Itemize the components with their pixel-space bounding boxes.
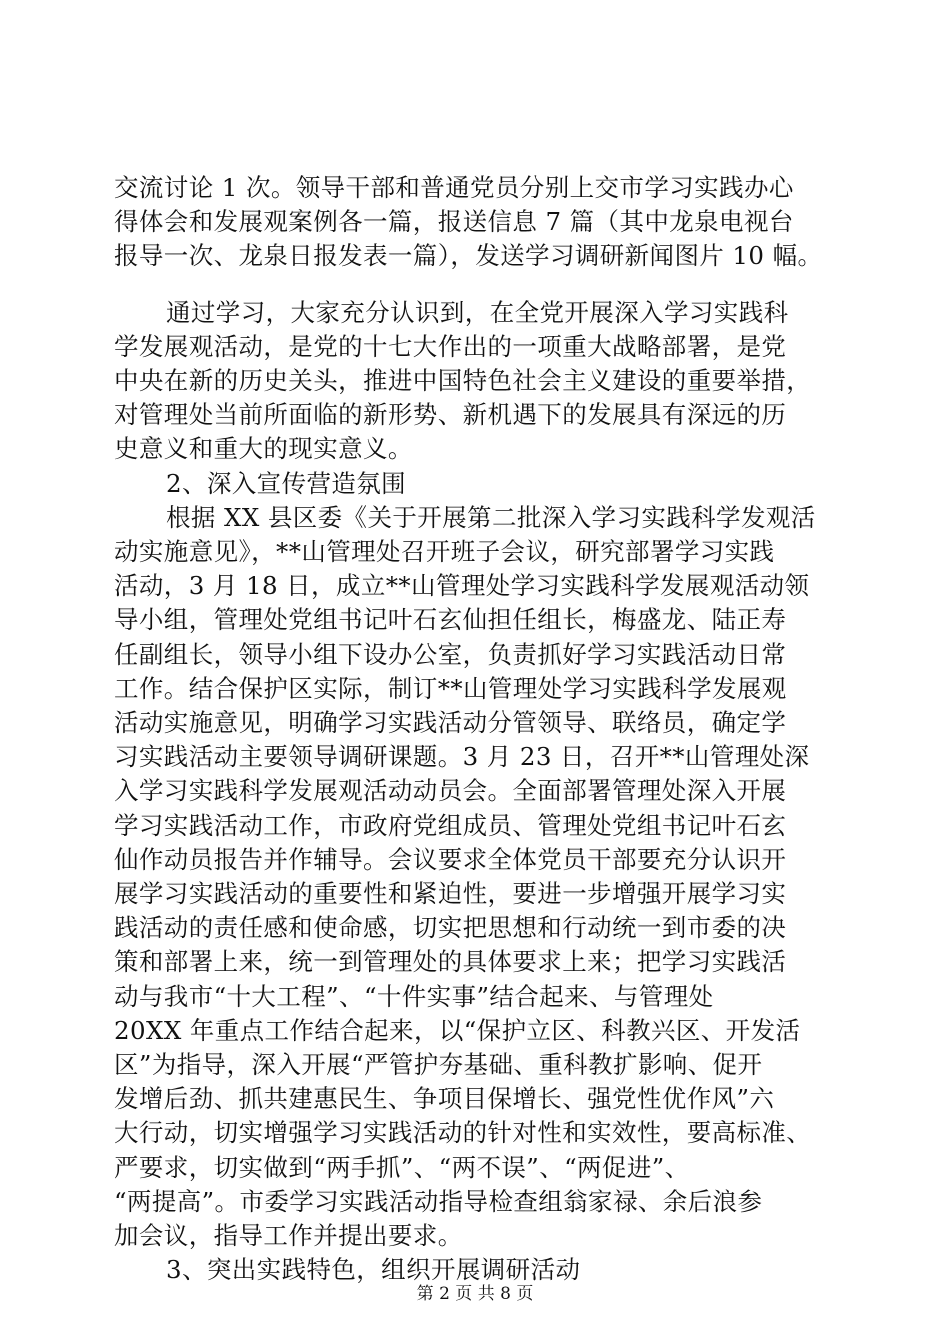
text-line: 学习实践活动工作，市政府党组成员、管理处党组书记叶石玄 [114,810,787,840]
text-line: 动与我市“十大工程”、“十件实事”结合起来、与管理处 [114,981,714,1011]
paragraph-first-line: 根据 XX 县区委《关于开展第二批深入学习实践科学发观活 [166,502,816,532]
text-line: 区”为指导，深入开展“严管护夯基础、重科教扩影响、促开 [114,1050,763,1079]
section-heading: 3、突出实践特色，组织开展调研活动 [166,1255,581,1285]
text-line: 导小组，管理处党组书记叶石玄仙担任组长，梅盛龙、陆正寿 [114,605,787,635]
text-line: 任副组长，领导小组下设办公室，负责抓好学习实践活动日常 [114,639,787,669]
text-line: 活动，3 月 18 日，成立**山管理处学习实践科学发展观活动领 [114,571,810,601]
text-line: 学发展观活动，是党的十七大作出的一项重大战略部署，是党 [114,331,787,361]
text-line: 活动实施意见，明确学习实践活动分管领导、联络员，确定学 [114,708,787,737]
text-line: 践活动的责任感和使命感，切实把思想和行动统一到市委的决 [114,913,787,943]
text-line: 中央在新的历史关头，推进中国特色社会主义建设的重要举措， [114,366,812,395]
page-footer: 第 2 页 共 8 页 [416,1284,534,1304]
text-line: 史意义和重大的现实意义。 [114,434,413,464]
text-line: 习实践活动主要领导调研课题。3 月 23 日，召开**山管理处深 [114,742,810,772]
text-line: 策和部署上来，统一到管理处的具体要求上来；把学习实践活 [114,947,787,977]
text-line: 严要求，切实做到“两手抓”、“两不误”、“两促进”、 [114,1152,690,1182]
text-line: 动实施意见》，**山管理处召开班子会议，研究部署学习实践 [114,537,775,566]
text-line: 20XX 年重点工作结合起来，以“保护立区、科教兴区、开发活 [114,1015,801,1045]
text-line: 工作。结合保护区实际，制订**山管理处学习实践科学发展观 [114,673,787,703]
text-line: 对管理处当前所面临的新形势、新机遇下的发展具有深远的历 [114,400,787,430]
text-line: “两提高”。市委学习实践活动指导检查组翁家禄、余后浪参 [114,1186,763,1216]
section-heading: 2、深入宣传营造氛围 [166,468,407,498]
text-line: 发增后劲、抓共建惠民生、争项目保增长、强党性优作风”六 [114,1084,775,1114]
text-line: 入学习实践科学发展观活动动员会。全面部署管理处深入开展 [114,776,787,806]
paragraph-first-line: 通过学习，大家充分认识到，在全党开展深入学习实践科 [166,297,789,327]
text-line: 大行动，切实增强学习实践活动的针对性和实效性，要高标准、 [114,1118,812,1148]
text-line: 交流讨论 1 次。领导干部和普通党员分别上交市学习实践办心 [114,173,794,202]
text-line: 报导一次、龙泉日报发表一篇），发送学习调研新闻图片 10 幅。 [114,241,823,271]
text-line: 展学习实践活动的重要性和紧迫性，要进一步增强开展学习实 [114,879,787,908]
text-line: 仙作动员报告并作辅导。会议要求全体党员干部要充分认识开 [114,844,787,874]
text-line: 加会议，指导工作并提出要求。 [114,1221,463,1250]
text-line: 得体会和发展观案例各一篇，报送信息 7 篇（其中龙泉电视台 [114,207,794,237]
